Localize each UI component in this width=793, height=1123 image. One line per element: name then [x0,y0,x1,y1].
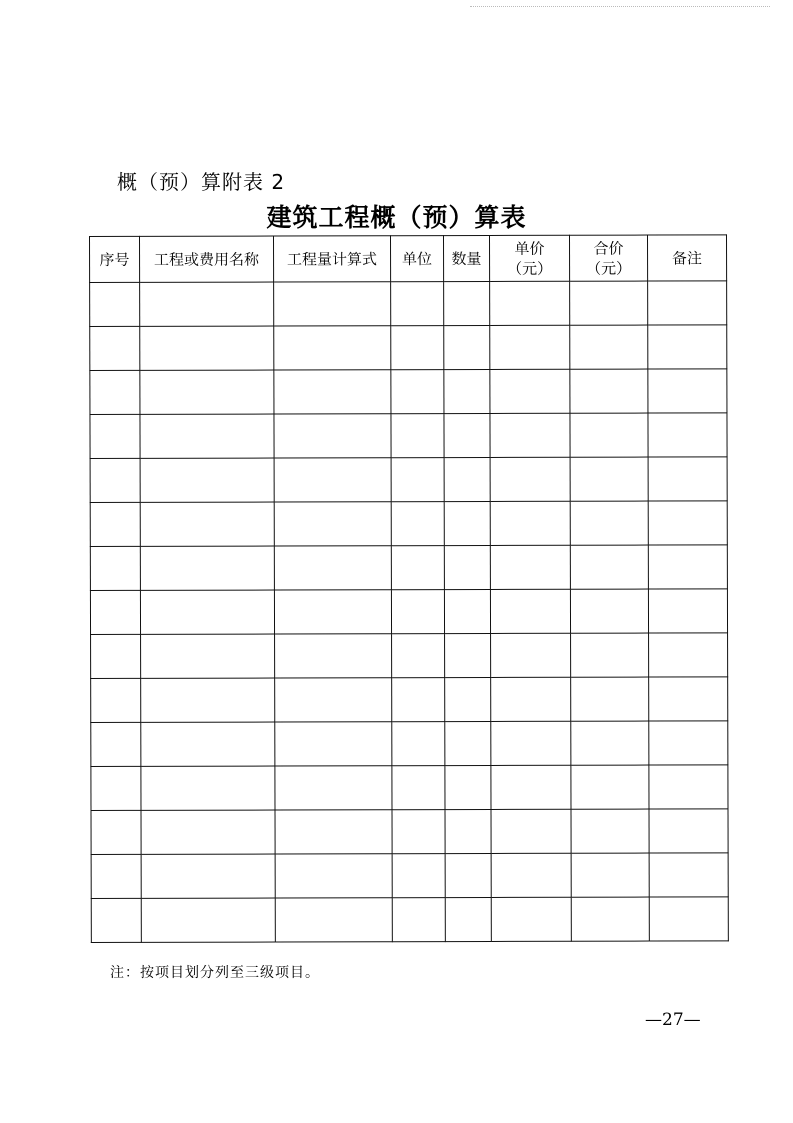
table-cell [490,545,570,589]
table-row [91,809,728,855]
table-cell [392,678,445,722]
table-cell [275,634,392,678]
table-cell [445,677,491,721]
table-cell [90,326,140,370]
table-row [90,501,727,547]
header-cell-unit-price [489,235,569,281]
table-cell [648,545,727,589]
table-cell [571,677,649,721]
table-cell [491,721,571,765]
table-cell [392,634,445,678]
header-cell-quantity [444,235,490,281]
table-cell [391,326,444,370]
table-cell [490,413,570,457]
table-cell [444,325,490,369]
table-cell [141,854,275,898]
table-row [91,853,728,899]
table-footnote: 注：按项目划分列至三级项目。 [110,965,320,981]
table-cell [444,369,490,413]
table-cell [90,590,140,634]
table-cell [445,765,491,809]
table-cell [570,501,648,545]
table-cell [91,722,141,766]
header-cell-serial [90,236,140,282]
table-cell [275,854,392,898]
table-cell [491,765,571,809]
table-cell [274,502,391,546]
table-cell [490,281,570,325]
table-cell [391,502,444,546]
table-cell [444,413,490,457]
table-cell [444,457,490,501]
table-cell [392,810,445,854]
table-cell [491,897,571,941]
table-cell [392,766,445,810]
table-cell [91,854,141,898]
table-cell [141,810,275,854]
table-cell [649,765,728,809]
table-cell [90,282,140,326]
header-label: 备注 [672,248,703,267]
table-cell [445,809,491,853]
table-cell [648,589,727,633]
table-cell [445,721,491,765]
table-cell [490,325,570,369]
table-cell [140,546,274,590]
table-cell [649,809,728,853]
table-row [90,281,727,327]
table-cell [141,766,275,810]
table-cell [648,457,727,501]
table-cell [490,501,570,545]
table-cell [571,633,649,677]
table-row [90,457,727,503]
table-cell [571,809,649,853]
table-cell [444,545,490,589]
table-cell [570,281,648,325]
table-cell [648,281,727,325]
table-cell [491,633,571,677]
table-cell [140,414,274,458]
table-title: 建筑工程概（预）算表 [266,203,527,232]
table-cell [140,282,274,326]
header-label: 单位 [402,249,433,268]
table-header-row [90,235,727,283]
table-cell [274,326,391,370]
table-cell [391,590,444,634]
table-cell [275,722,392,766]
table-cell [90,546,140,590]
table-row [90,369,727,415]
table-row [91,677,728,723]
table-cell [90,458,140,502]
table-cell [444,501,490,545]
header-label: 数量 [451,249,482,268]
table-cell [648,501,727,545]
table-cell [490,457,570,501]
header-cell-item-name [140,236,274,282]
header-sublabel: （元） [586,259,632,278]
header-sublabel: （元） [507,259,553,278]
table-row [91,765,728,811]
table-cell [392,854,445,898]
table-cell [391,414,444,458]
table-cell [140,326,274,370]
table-body [90,281,729,943]
table-cell [140,502,274,546]
header-label: 工程或费用名称 [154,250,260,269]
table-cell [570,413,648,457]
table-cell [274,546,391,590]
table-cell [141,898,275,942]
table-cell [570,457,648,501]
table-row [90,413,727,459]
appendix-label: 概（预）算附表 2 [117,170,286,194]
page-number: —27— [645,1010,701,1030]
table-cell [648,369,727,413]
table-cell [571,721,649,765]
table-cell [90,370,140,414]
table-cell [91,766,141,810]
table-cell [274,458,391,502]
table-cell [391,282,444,326]
table-cell [445,633,491,677]
table-cell [91,810,141,854]
table-cell [275,678,392,722]
table-cell [491,809,571,853]
table-cell [275,810,392,854]
table-cell [649,853,728,897]
table-row [91,721,728,767]
table-cell [649,633,728,677]
table-cell [90,414,140,458]
table-cell [445,853,491,897]
table-cell [141,678,275,722]
header-label: 单价 [514,239,545,258]
table-cell [141,722,275,766]
estimate-table [89,234,729,943]
header-cell-unit [391,236,444,282]
table-row [91,633,728,679]
table-cell [444,281,490,325]
table-cell [391,546,444,590]
table-cell [275,898,392,942]
table-cell [570,545,648,589]
table-cell [391,458,444,502]
table-row [90,589,727,635]
table-cell [445,897,491,941]
table-cell [90,502,140,546]
table-cell [140,370,274,414]
table-cell [275,766,392,810]
table-cell [649,897,728,941]
table-cell [391,370,444,414]
table-cell [570,369,648,413]
table-cell [91,678,141,722]
table-cell [392,722,445,766]
table-cell [648,413,727,457]
table-cell [274,282,391,326]
table-cell [491,677,571,721]
table-cell [444,589,490,633]
table-cell [274,590,391,634]
header-cell-remarks [647,235,726,281]
table-cell [274,414,391,458]
header-cell-quantity-formula [274,236,391,282]
table-row [90,325,727,371]
table-cell [570,589,648,633]
header-label: 序号 [99,250,130,269]
table-cell [491,853,571,897]
scan-edge-dots [470,6,770,9]
table-cell [649,677,728,721]
header-cell-total-price [569,235,647,281]
table-cell [570,325,648,369]
table-row [91,897,728,943]
table-cell [490,589,570,633]
table-cell [571,853,649,897]
table-cell [274,370,391,414]
table-cell [649,721,728,765]
table-cell [392,898,445,942]
header-label: 合价 [593,239,624,258]
table-cell [571,897,649,941]
table-cell [91,898,141,942]
table-cell [140,458,274,502]
header-label: 工程量计算式 [287,249,378,268]
table-cell [490,369,570,413]
table-row [90,545,727,591]
table-cell [140,590,274,634]
table-cell [91,634,141,678]
table-cell [141,634,275,678]
table-cell [571,765,649,809]
table-cell [648,325,727,369]
